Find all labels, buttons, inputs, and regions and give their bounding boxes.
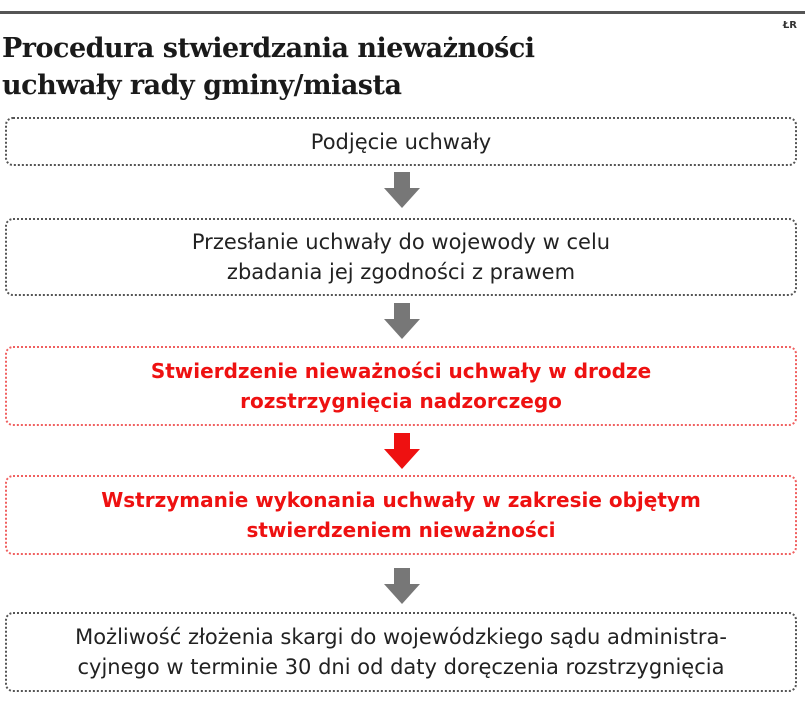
- step-2-line-2: zbadania jej zgodności z prawem: [226, 260, 576, 284]
- step-1-text: Podjęcie uchwały: [310, 129, 492, 154]
- step-4-box: [5, 475, 797, 555]
- author-credit: ŁR: [782, 20, 797, 31]
- step-3-line-1: Stwierdzenie nieważności uchwały w drodze: [150, 359, 652, 383]
- step-5-line-2: cyjnego w terminie 30 dni od daty doręczenia rozstrzygnięcia: [77, 655, 725, 679]
- down-arrow-icon: [380, 172, 424, 208]
- down-arrow-icon: [380, 568, 424, 604]
- title-line-1: Procedura stwierdzania nieważności: [2, 33, 535, 64]
- red-down-arrow-icon: [380, 433, 424, 469]
- down-arrow-icon: [380, 303, 424, 339]
- top-rule: [0, 11, 805, 14]
- step-3-line-2: rozstrzygnięcia nadzorczego: [240, 389, 562, 413]
- diagram-title: [2, 30, 535, 104]
- step-1-box: [5, 117, 797, 166]
- step-4-line-2: stwierdzeniem nieważności: [246, 518, 556, 542]
- step-3-box: [5, 346, 797, 426]
- step-2-box: [5, 218, 797, 296]
- step-5-line-1: Możliwość złożenia skargi do wojewódzkiego sądu administra-: [75, 625, 727, 649]
- step-2-line-1: Przesłanie uchwały do wojewody w celu: [191, 230, 611, 254]
- step-4-line-1: Wstrzymanie wykonania uchwały w zakresie objętym: [101, 488, 701, 512]
- step-5-box: [5, 612, 797, 692]
- title-line-2: uchwały rady gminy/miasta: [2, 70, 402, 101]
